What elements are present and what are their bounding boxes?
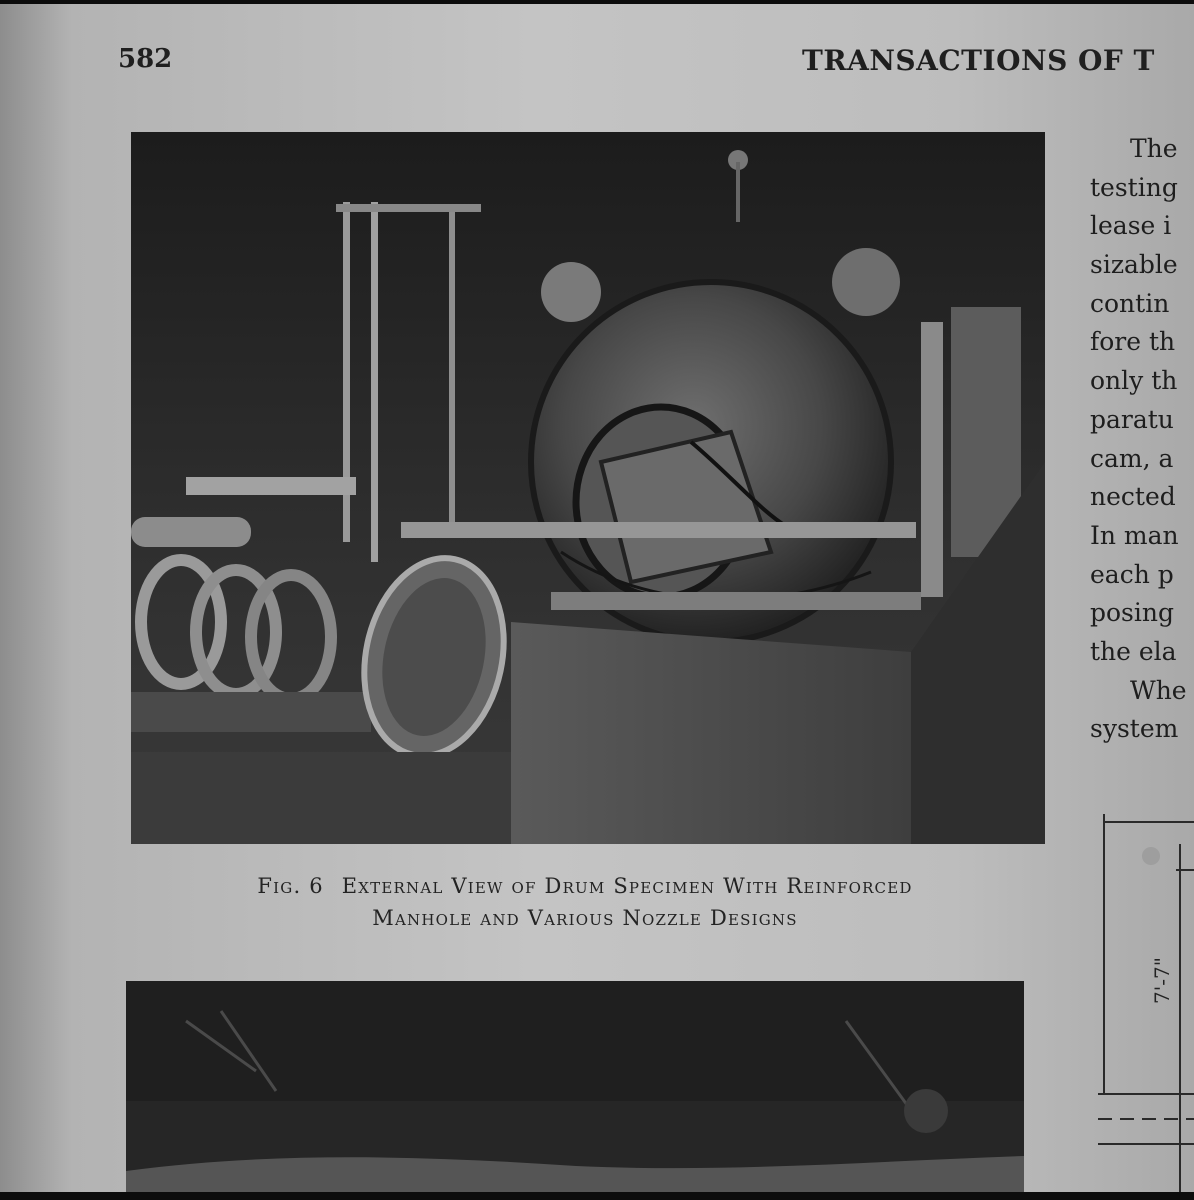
text-line: cam, a	[1090, 443, 1174, 473]
page-number: 582	[118, 44, 173, 74]
running-head: TRANSACTIONS OF T	[802, 44, 1155, 77]
text-line: only th	[1090, 366, 1178, 396]
figure-6-photograph	[131, 132, 1045, 844]
text-line: testing	[1090, 172, 1178, 202]
dimension-label: 7'-7"	[1150, 957, 1174, 1004]
text-line: posing	[1090, 598, 1174, 628]
drawing-lines	[1088, 804, 1194, 1192]
text-line: Whe	[1130, 675, 1187, 705]
right-column-text	[1090, 130, 1194, 749]
text-line: sizable	[1090, 250, 1178, 280]
text-line: The	[1130, 134, 1178, 163]
caption-line-2: Manhole and Various Nozzle Designs	[372, 906, 798, 930]
figure-6-caption	[110, 870, 1060, 934]
text-line: paratu	[1090, 404, 1174, 434]
text-line: contin	[1090, 288, 1170, 318]
text-line: lease i	[1090, 211, 1172, 241]
caption-text-1: External View of Drum Specimen With Reinforced	[341, 874, 913, 898]
scanned-page	[0, 4, 1194, 1192]
drum-specimen-photo	[131, 132, 1045, 844]
second-photo	[126, 981, 1024, 1192]
text-line: nected	[1090, 482, 1176, 512]
figure-7-photograph	[126, 981, 1024, 1192]
technical-drawing	[1088, 804, 1194, 1192]
text-line: In man	[1090, 520, 1179, 550]
text-line: fore th	[1090, 327, 1176, 357]
figure-label: Fig. 6	[257, 874, 324, 898]
caption-line-1	[110, 870, 1060, 902]
text-line: each p	[1090, 559, 1174, 589]
text-line: the ela	[1090, 636, 1177, 666]
text-line: system	[1090, 714, 1179, 744]
